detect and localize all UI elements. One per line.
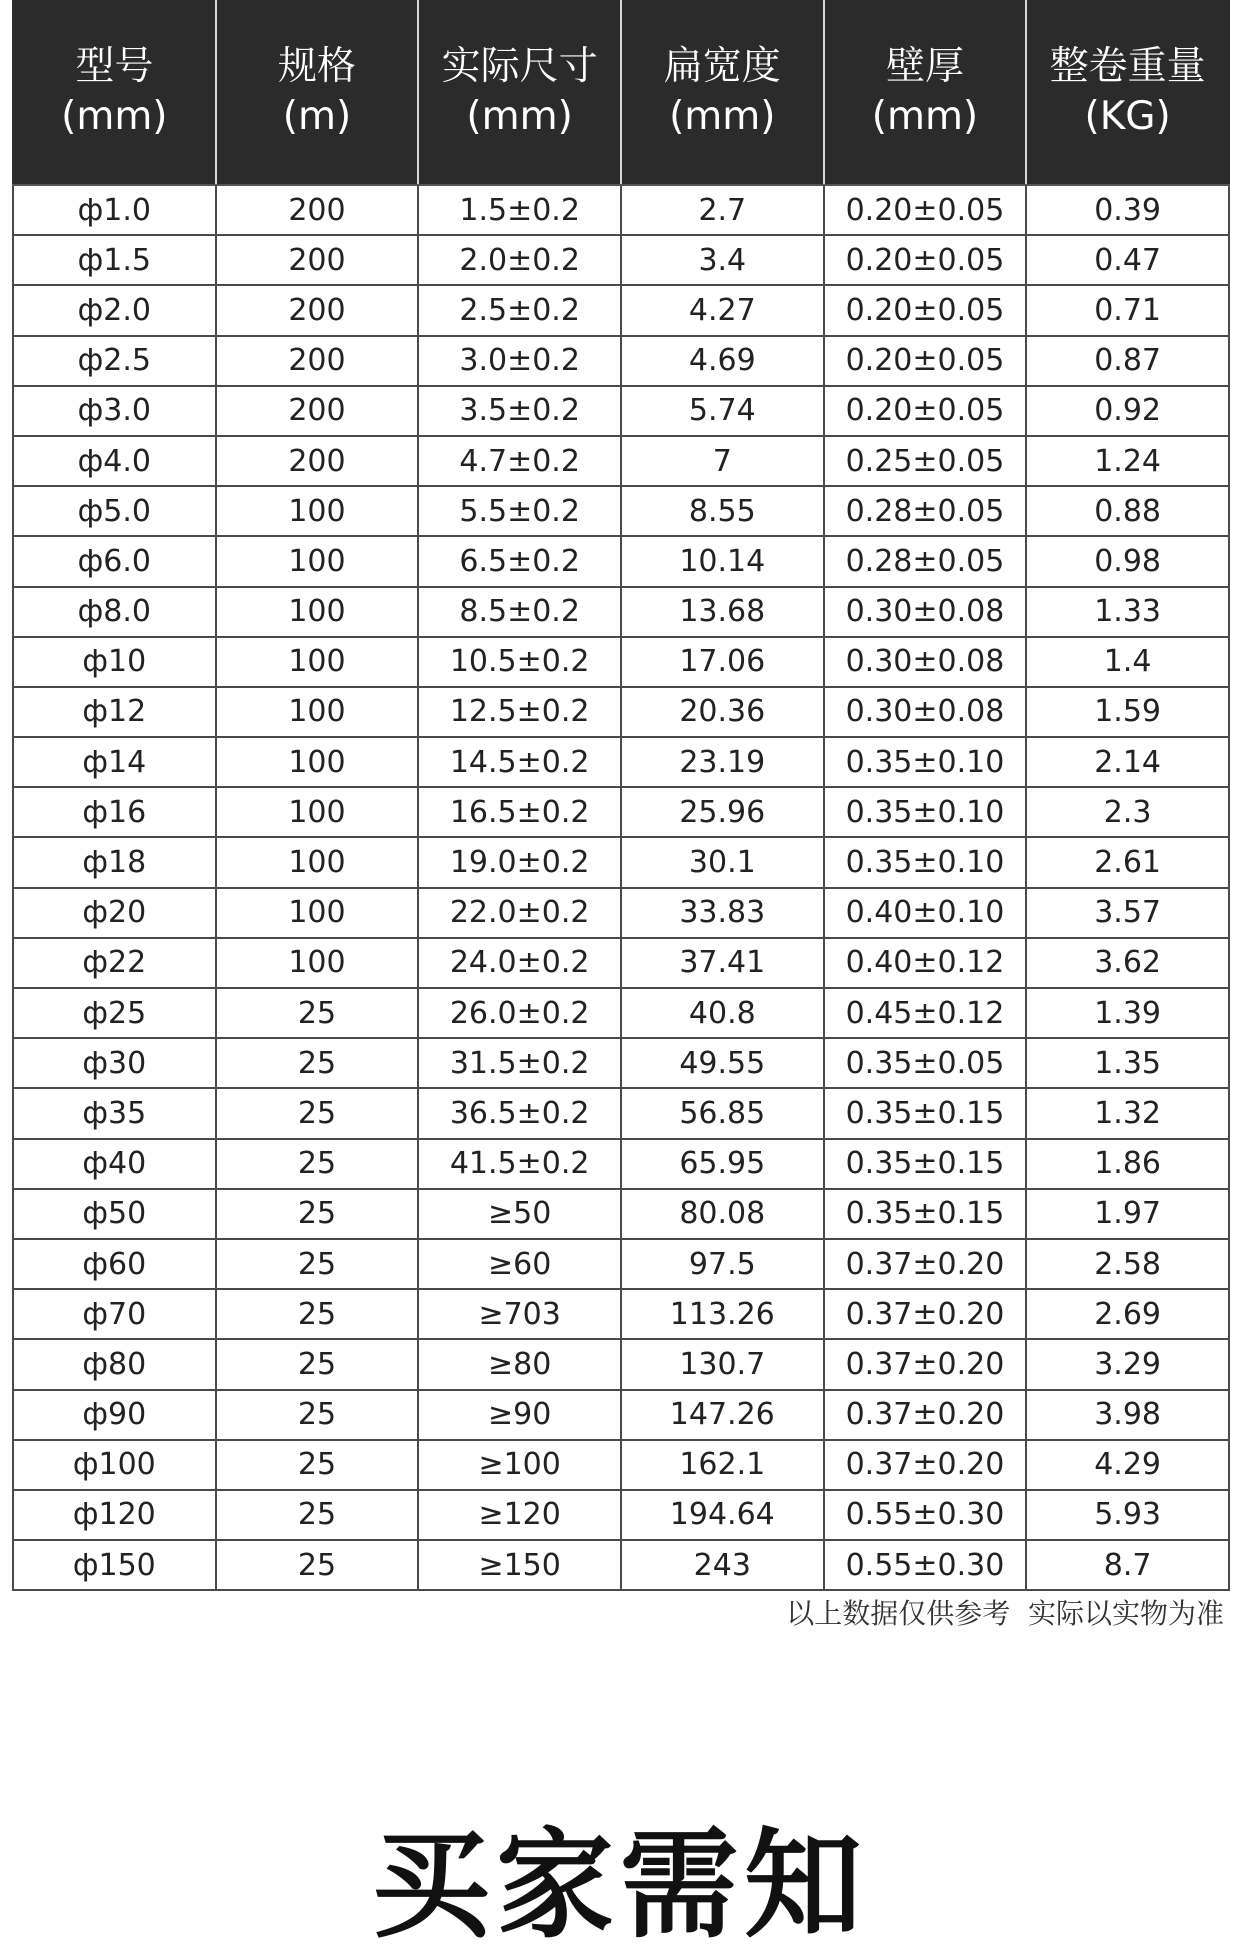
cell-actual-size: 14.5±0.2	[418, 737, 621, 787]
cell-roll-weight: 0.98	[1026, 536, 1229, 586]
cell-model: ф22	[13, 938, 216, 988]
cell-flat-width: 4.27	[621, 285, 824, 335]
cell-flat-width: 80.08	[621, 1189, 824, 1239]
header-spec	[216, 0, 419, 185]
cell-flat-width: 10.14	[621, 536, 824, 586]
cell-roll-weight: 4.29	[1026, 1440, 1229, 1490]
cell-model: ф70	[13, 1289, 216, 1339]
cell-flat-width: 2.7	[621, 185, 824, 235]
table-row	[13, 1239, 1229, 1289]
cell-actual-size: 41.5±0.2	[418, 1139, 621, 1189]
cell-spec: 100	[216, 737, 419, 787]
cell-flat-width: 30.1	[621, 837, 824, 887]
header-label: 整卷重量	[1049, 44, 1206, 89]
header-model	[13, 0, 216, 185]
cell-wall-thickness: 0.28±0.05	[824, 486, 1027, 536]
cell-flat-width: 162.1	[621, 1440, 824, 1490]
cell-actual-size: 19.0±0.2	[418, 837, 621, 887]
cell-flat-width: 3.4	[621, 235, 824, 285]
table-row	[13, 436, 1229, 486]
cell-model: ф20	[13, 888, 216, 938]
cell-actual-size: ≥100	[418, 1440, 621, 1490]
section-heading: 买家需知	[371, 1816, 868, 1954]
cell-spec: 25	[216, 1139, 419, 1189]
cell-flat-width: 56.85	[621, 1088, 824, 1138]
cell-roll-weight: 2.58	[1026, 1239, 1229, 1289]
cell-actual-size: 2.0±0.2	[418, 235, 621, 285]
cell-spec: 25	[216, 1540, 419, 1590]
cell-roll-weight: 3.98	[1026, 1390, 1229, 1440]
cell-roll-weight: 1.97	[1026, 1189, 1229, 1239]
cell-roll-weight: 1.33	[1026, 587, 1229, 637]
cell-spec: 25	[216, 1390, 419, 1440]
header-unit: (mm)	[466, 94, 573, 139]
cell-spec: 100	[216, 536, 419, 586]
table-row	[13, 737, 1229, 787]
cell-wall-thickness: 0.40±0.10	[824, 888, 1027, 938]
cell-model: ф35	[13, 1088, 216, 1138]
cell-actual-size: 5.5±0.2	[418, 486, 621, 536]
header-unit: (mm)	[871, 94, 979, 139]
cell-roll-weight: 1.39	[1026, 988, 1229, 1038]
table-row	[13, 637, 1229, 687]
cell-actual-size: 8.5±0.2	[418, 587, 621, 637]
cell-wall-thickness: 0.20±0.05	[824, 285, 1027, 335]
header-unit: (mm)	[61, 94, 168, 139]
header-label: 壁厚	[885, 44, 964, 89]
cell-wall-thickness: 0.45±0.12	[824, 988, 1027, 1038]
cell-flat-width: 23.19	[621, 737, 824, 787]
cell-roll-weight: 1.24	[1026, 436, 1229, 486]
table-row	[13, 938, 1229, 988]
cell-roll-weight: 2.61	[1026, 837, 1229, 887]
cell-wall-thickness: 0.35±0.15	[824, 1139, 1027, 1189]
spec-table-header	[13, 0, 1229, 185]
cell-spec: 100	[216, 687, 419, 737]
cell-model: ф60	[13, 1239, 216, 1289]
cell-flat-width: 113.26	[621, 1289, 824, 1339]
cell-actual-size: 6.5±0.2	[418, 536, 621, 586]
cell-wall-thickness: 0.35±0.10	[824, 837, 1027, 887]
table-row	[13, 1088, 1229, 1138]
cell-actual-size: ≥90	[418, 1390, 621, 1440]
cell-actual-size: 24.0±0.2	[418, 938, 621, 988]
cell-actual-size: 36.5±0.2	[418, 1088, 621, 1138]
cell-roll-weight: 1.59	[1026, 687, 1229, 737]
table-row	[13, 1289, 1229, 1339]
table-row	[13, 1038, 1229, 1088]
header-flat-width	[621, 0, 824, 185]
header-unit: (mm)	[669, 94, 776, 139]
cell-actual-size: ≥703	[418, 1289, 621, 1339]
cell-model: ф80	[13, 1339, 216, 1389]
cell-roll-weight: 0.92	[1026, 386, 1229, 436]
cell-actual-size: 12.5±0.2	[418, 687, 621, 737]
table-row	[13, 336, 1229, 386]
cell-wall-thickness: 0.35±0.15	[824, 1088, 1027, 1138]
table-row	[13, 787, 1229, 837]
cell-model: ф5.0	[13, 486, 216, 536]
cell-spec: 100	[216, 938, 419, 988]
cell-actual-size: ≥80	[418, 1339, 621, 1389]
cell-model: ф30	[13, 1038, 216, 1088]
cell-wall-thickness: 0.40±0.12	[824, 938, 1027, 988]
cell-spec: 200	[216, 386, 419, 436]
cell-flat-width: 4.69	[621, 336, 824, 386]
cell-roll-weight: 2.3	[1026, 787, 1229, 837]
cell-wall-thickness: 0.20±0.05	[824, 386, 1027, 436]
table-row	[13, 386, 1229, 436]
cell-spec: 100	[216, 587, 419, 637]
cell-flat-width: 5.74	[621, 386, 824, 436]
cell-spec: 100	[216, 837, 419, 887]
cell-flat-width: 33.83	[621, 888, 824, 938]
cell-wall-thickness: 0.35±0.05	[824, 1038, 1027, 1088]
cell-spec: 200	[216, 285, 419, 335]
table-row	[13, 1440, 1229, 1490]
cell-roll-weight: 0.87	[1026, 336, 1229, 386]
cell-wall-thickness: 0.30±0.08	[824, 637, 1027, 687]
table-row	[13, 285, 1229, 335]
cell-spec: 100	[216, 787, 419, 837]
table-row	[13, 587, 1229, 637]
cell-model: ф16	[13, 787, 216, 837]
cell-spec: 25	[216, 1038, 419, 1088]
table-row	[13, 888, 1229, 938]
cell-flat-width: 147.26	[621, 1390, 824, 1440]
header-wall-thickness	[824, 0, 1027, 185]
cell-spec: 200	[216, 235, 419, 285]
cell-roll-weight: 5.93	[1026, 1490, 1229, 1540]
cell-model: ф150	[13, 1540, 216, 1590]
cell-wall-thickness: 0.37±0.20	[824, 1289, 1027, 1339]
cell-spec: 25	[216, 1239, 419, 1289]
cell-flat-width: 194.64	[621, 1490, 824, 1540]
cell-wall-thickness: 0.37±0.20	[824, 1239, 1027, 1289]
cell-flat-width: 8.55	[621, 486, 824, 536]
cell-spec: 25	[216, 1490, 419, 1540]
cell-model: ф12	[13, 687, 216, 737]
cell-actual-size: 3.0±0.2	[418, 336, 621, 386]
table-row	[13, 1390, 1229, 1440]
cell-spec: 25	[216, 1088, 419, 1138]
cell-roll-weight: 0.71	[1026, 285, 1229, 335]
cell-spec: 200	[216, 436, 419, 486]
cell-spec: 25	[216, 1189, 419, 1239]
cell-wall-thickness: 0.37±0.20	[824, 1339, 1027, 1389]
cell-roll-weight: 1.86	[1026, 1139, 1229, 1189]
cell-roll-weight: 3.57	[1026, 888, 1229, 938]
cell-flat-width: 25.96	[621, 787, 824, 837]
cell-model: ф3.0	[13, 386, 216, 436]
cell-spec: 25	[216, 1289, 419, 1339]
table-row	[13, 1540, 1229, 1590]
cell-actual-size: 22.0±0.2	[418, 888, 621, 938]
table-row	[13, 536, 1229, 586]
header-label: 型号	[75, 44, 154, 89]
cell-model: ф100	[13, 1440, 216, 1490]
cell-actual-size: ≥120	[418, 1490, 621, 1540]
header-row	[13, 0, 1229, 185]
header-unit: (m)	[282, 94, 352, 139]
cell-actual-size: 4.7±0.2	[418, 436, 621, 486]
spec-table-body	[13, 185, 1229, 1590]
cell-wall-thickness: 0.20±0.05	[824, 336, 1027, 386]
cell-actual-size: 1.5±0.2	[418, 185, 621, 235]
cell-wall-thickness: 0.37±0.20	[824, 1390, 1027, 1440]
cell-roll-weight: 0.39	[1026, 185, 1229, 235]
header-label: 扁宽度	[663, 44, 781, 89]
cell-model: ф14	[13, 737, 216, 787]
cell-wall-thickness: 0.55±0.30	[824, 1490, 1027, 1540]
cell-roll-weight: 3.29	[1026, 1339, 1229, 1389]
spec-table	[12, 0, 1230, 1591]
cell-model: ф1.5	[13, 235, 216, 285]
table-row	[13, 988, 1229, 1038]
cell-roll-weight: 1.4	[1026, 637, 1229, 687]
header-label: 实际尺寸	[441, 44, 598, 89]
disclaimer-note: 以上数据仅供参考 实际以实物为准	[786, 1597, 1224, 1630]
cell-wall-thickness: 0.35±0.10	[824, 737, 1027, 787]
cell-wall-thickness: 0.20±0.05	[824, 235, 1027, 285]
cell-model: ф18	[13, 837, 216, 887]
cell-actual-size: 3.5±0.2	[418, 386, 621, 436]
cell-flat-width: 37.41	[621, 938, 824, 988]
header-unit: (KG)	[1084, 94, 1171, 139]
cell-roll-weight: 0.88	[1026, 486, 1229, 536]
cell-spec: 100	[216, 637, 419, 687]
cell-model: ф6.0	[13, 536, 216, 586]
table-row	[13, 1139, 1229, 1189]
cell-flat-width: 130.7	[621, 1339, 824, 1389]
cell-roll-weight: 0.47	[1026, 235, 1229, 285]
cell-flat-width: 243	[621, 1540, 824, 1590]
cell-roll-weight: 8.7	[1026, 1540, 1229, 1590]
cell-roll-weight: 1.35	[1026, 1038, 1229, 1088]
cell-roll-weight: 3.62	[1026, 938, 1229, 988]
cell-model: ф50	[13, 1189, 216, 1239]
cell-wall-thickness: 0.35±0.10	[824, 787, 1027, 837]
cell-spec: 25	[216, 1440, 419, 1490]
cell-wall-thickness: 0.35±0.15	[824, 1189, 1027, 1239]
table-row	[13, 1189, 1229, 1239]
cell-actual-size: 16.5±0.2	[418, 787, 621, 837]
cell-flat-width: 97.5	[621, 1239, 824, 1289]
cell-flat-width: 17.06	[621, 637, 824, 687]
cell-model: ф40	[13, 1139, 216, 1189]
cell-wall-thickness: 0.30±0.08	[824, 587, 1027, 637]
cell-wall-thickness: 0.28±0.05	[824, 536, 1027, 586]
table-row	[13, 486, 1229, 536]
header-actual-size	[418, 0, 621, 185]
cell-wall-thickness: 0.37±0.20	[824, 1440, 1027, 1490]
cell-wall-thickness: 0.20±0.05	[824, 185, 1027, 235]
table-row	[13, 1339, 1229, 1389]
cell-actual-size: 10.5±0.2	[418, 637, 621, 687]
cell-wall-thickness: 0.55±0.30	[824, 1540, 1027, 1590]
cell-spec: 100	[216, 486, 419, 536]
cell-spec: 200	[216, 336, 419, 386]
table-row	[13, 185, 1229, 235]
cell-flat-width: 49.55	[621, 1038, 824, 1088]
cell-model: ф120	[13, 1490, 216, 1540]
table-row	[13, 687, 1229, 737]
cell-model: ф4.0	[13, 436, 216, 486]
cell-actual-size: ≥60	[418, 1239, 621, 1289]
cell-spec: 200	[216, 185, 419, 235]
header-label: 规格	[277, 44, 356, 89]
table-row	[13, 837, 1229, 887]
cell-model: ф90	[13, 1390, 216, 1440]
cell-wall-thickness: 0.30±0.08	[824, 687, 1027, 737]
cell-spec: 100	[216, 888, 419, 938]
cell-spec: 25	[216, 988, 419, 1038]
cell-wall-thickness: 0.25±0.05	[824, 436, 1027, 486]
cell-flat-width: 13.68	[621, 587, 824, 637]
cell-spec: 25	[216, 1339, 419, 1389]
cell-roll-weight: 1.32	[1026, 1088, 1229, 1138]
cell-flat-width: 40.8	[621, 988, 824, 1038]
cell-model: ф2.5	[13, 336, 216, 386]
cell-model: ф8.0	[13, 587, 216, 637]
cell-actual-size: 31.5±0.2	[418, 1038, 621, 1088]
cell-actual-size: 2.5±0.2	[418, 285, 621, 335]
cell-model: ф2.0	[13, 285, 216, 335]
header-roll-weight	[1026, 0, 1229, 185]
cell-model: ф10	[13, 637, 216, 687]
cell-actual-size: ≥50	[418, 1189, 621, 1239]
cell-flat-width: 7	[621, 436, 824, 486]
cell-actual-size: ≥150	[418, 1540, 621, 1590]
cell-roll-weight: 2.14	[1026, 737, 1229, 787]
table-row	[13, 1490, 1229, 1540]
cell-model: ф25	[13, 988, 216, 1038]
cell-actual-size: 26.0±0.2	[418, 988, 621, 1038]
table-row	[13, 235, 1229, 285]
cell-flat-width: 65.95	[621, 1139, 824, 1189]
cell-model: ф1.0	[13, 185, 216, 235]
cell-roll-weight: 2.69	[1026, 1289, 1229, 1339]
cell-flat-width: 20.36	[621, 687, 824, 737]
